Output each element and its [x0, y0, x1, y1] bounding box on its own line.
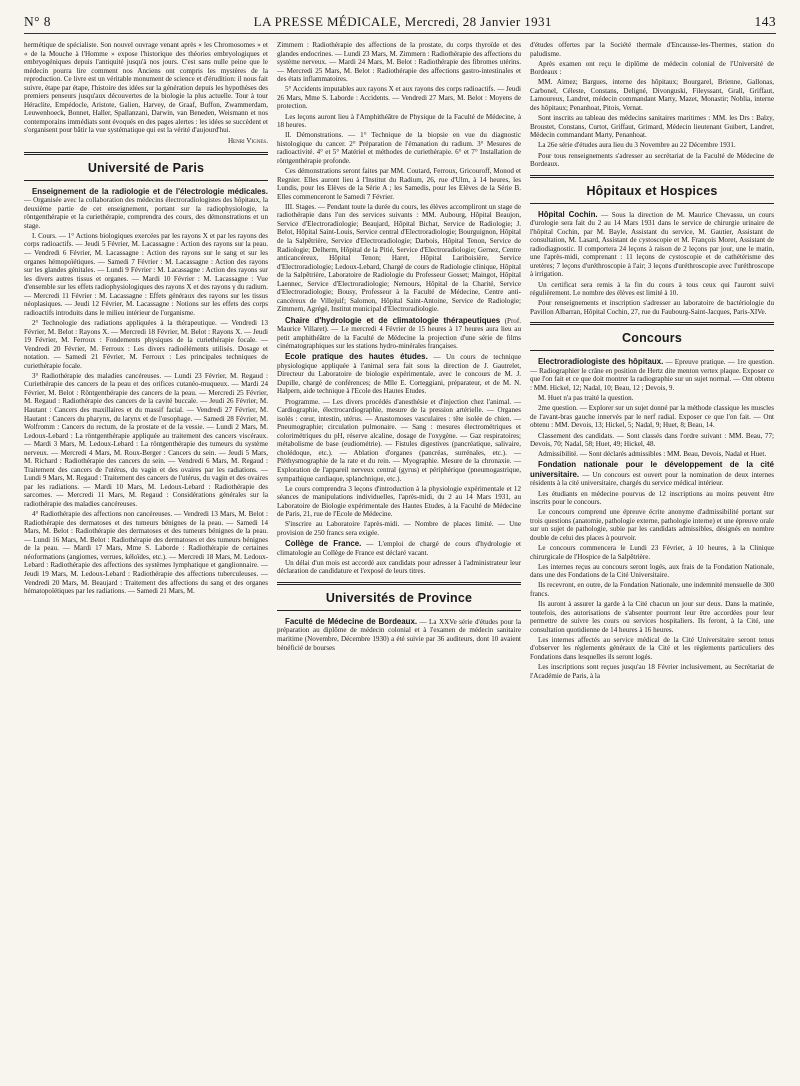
column-3 — [530, 41, 774, 1086]
page-number: N° 8 — [24, 14, 51, 29]
masthead — [24, 14, 776, 34]
college-text: — L'emploi de chargé de cours d'hydrologie et climatologie au Collège de France est déclaré vacant. — [277, 540, 521, 557]
paragraph: S'inscrire au Laboratoire l'après-midi. — Nombre de places limité. — Une provision de 250 francs sera exigée. — [277, 520, 521, 538]
paragraph: Les leçons auront lieu à l'Amphithéâtre de Physique de la Faculté de Médecine, à 18 heures. — [277, 112, 521, 130]
electroradio-item — [530, 357, 774, 392]
paragraph: Ils recevront, en outre, de la Fondation Nationale, une indemnité mensuelle de 300 francs. — [530, 581, 774, 598]
hydrologie-text: (Prof. Maurice Villaret). — Le mercredi 4 Février de 15 heures à 17 heures aura lieu au petit amphithéâtre de la Faculté de Médecine la projection d'une série de films cinématographiques sur les stations hydro-minérales françaises. — [277, 316, 521, 351]
paragraph: Ces démonstrations seront faites par MM. Coutard, Ferroux, Gricouroff, Monod et Regnier. Elles auront lieu à l'Institut du Radium, 26, rue d'Ulm, à 14 heures, les Lundis, pour les Elèves de la Série A ; les Samedis, pour les Elèves de la Série B. Elles commenceront le Samedi 7 Février. — [277, 167, 521, 201]
column-2 — [277, 41, 521, 1086]
paragraph: III. Stages. — Pendant toute la durée du cours, les élèves accompliront un stage de radiothérapie dans l'un des services suivants : MM. Aubourg, Hôpital Beaujon, Service d'Electroradiologie; Beaujard, Hôpital Bichat, Service de Radiologie; J. Belot, Hôpital Saint-Louis, Service central d'Electroradiologie; Bourguignon, Hôpital de la Salpêtrière, Service d'Electroradiologie; Darbois, Hôpital Tenon, Service de Radiologie; Delherm, Hôpital de la Pitié, Service d'Electroradiologie; Gernez, Centre anticancéreux, Hôpital Tenon; Haret, Hôpital Lariboisière, Service d'Electroradiologie; Ledoux-Lebard, Chargé de cours de Radiologie clinique, Hôpital de la Salpêtrière, Laboratoire de Radiologie du Professeur Gosset; Maingot, Hôpital Laennec, Service d'Electroradiologie; Nemours, Hôpital de la Charité, Service d'Electroradiologie; Bousy, Professeur à la Faculté de Médecine, Centre anti-cancéreux de Villejuif; Salomon, Hôpital Saint-Antoine, Service de Radiologie; Zimmern, Agrégé, Institut municipal d'Electroradiologie. — [277, 202, 521, 314]
section-title-universite-paris: Université de Paris — [24, 152, 268, 181]
subhead-bordeaux: Faculté de Médecine de Bordeaux. — [285, 616, 418, 626]
electroradio-text: — Epreuve pratique. — 1re question. — Radiographier le crâne en position de Hertz dite menton vertex plaque. Exposer ce que l'on fait et ce que doit montrer la radiographie sur un sujet normal. — Ont obtenu : MM. Hickel, 12; Nadal, 10; Beau, 12 ; Devois, 9. — [530, 358, 774, 393]
paragraph: Les internes reçus au concours seront logés, aux frais de la Fondation Nationale, dans une des Fondations de la Cité Universitaire. — [530, 562, 774, 580]
paragraph: Zimmern : Radiothérapie des affections de la prostate, du corps thyroïde et des glandes endocrines. — Lundi 23 Mars, M. Zimmern : Radiothérapie des affections du système nerveux. — Mardi 24 Mars, M. Belot : Radiothérapie des fibromes utérins. — Mercredi 25 Mars, M. Belot : Radiothérapie des affections gastro-intestinales et des états inflammatoires. — [277, 41, 521, 84]
paragraph: Pour renseignements et inscription s'adresser au laboratoire de bactériologie du Pavillon Albarran, Hôpital Cochin, 27, rue du Faubourg-Saint-Jacques, Paris-XIVe. — [530, 299, 774, 316]
paragraph: Ils auront à assurer la garde à la Cité chacun un jour sur deux. Dans la matinée, toutefois, des autorisations de s'absenter pourront leur être accordées pour leur permettre de suivre les cours ou services hospitaliers. Ils feront, à la Cité, une consultation quotidienne de 14 heures à 16 heures. — [530, 600, 774, 634]
paragraph: d'études offertes par la Société thermale d'Encausse-les-Thermes, station du paludisme. — [530, 41, 774, 58]
subhead-cochin: Hôpital Cochin. — [538, 209, 598, 219]
subhead-radiologie: Enseignement de la radiologie et de l'électrologie médicales. — [32, 186, 268, 196]
paragraph: Un délai d'un mois est accordé aux candidats pour adresser à l'administrateur leur déclaration de candidature et l'exposé de leurs titres. — [277, 558, 521, 576]
subhead-hydrologie: Chaire d'hydrologie et de climatologie thérapeutiques — [285, 315, 501, 325]
paragraph: II. Démonstrations. — 1° Technique de la biopsie en vue du diagnostic histologique du cancer. 2° Préparation de l'émanation du radium. 3° Mesures de radioactivité. 4° et 5° Matériel et méthodes de curiethérapie. 6° et 7° Installation de röntgenthérapie profonde. — [277, 131, 521, 165]
section-title-universites-province: Universités de Province — [277, 582, 521, 611]
paragraph: 3° Radiothérapie des maladies cancéreuses. — Lundi 23 Février, M. Regaud : Curiethérapie des cancers de la peau et des orifices cutanéo-muqueux. — Mardi 24 Février, M. Belot : Röntgenthérapie des cancers de la peau. — Mercredi 25 Février, M. Regaud : Radiothérapie des cancers de la cavité buccale. — Jeudi 26 Février, M. Hautant : Cancers des maxillaires et du massif facial. — Vendredi 27 Février, M. Hautant : Cancers du pharynx, du larynx et de l'œsophage. — Samedi 28 Février, M. Wolfromm : Cancers du rectum, de la prostate et de la vessie. — Lundi 2 Mars, M. Ledoux-Lebard : La röntgenthérapie appliquée au traitement des cancers viscéraux. — Mardi 3 Mars, M. Ledoux-Lebard : La röntgenthérapie des tumeurs du système nerveux. — Mercredi 4 Mars, M. Roux-Berger : Cancers du sein. — Jeudi 5 Mars, M. Richard : Radiothérapie des cancers du sein. — Vendredi 6 Mars, M. Regaud : Traitement des cancers de l'utérus, du vagin et des ovaires par les radiations. — Lundi 9 Mars, M. Regaud : Traitement des cancers de l'utérus, du vagin et des ovaires par les radiations. — Mardi 10 Mars, M. Ledoux-Lebard : Radiothérapie des sarcomes. — Mercredi 11 Mars, M. Regaud : Considérations générales sur la radiothérapie des maladies cancéreuses. — [24, 371, 268, 509]
paragraph: Classement des candidats. — Sont classés dans l'ordre suivant : MM. Beau, 77; Devois, 70; Nadal, 58; Huet, 49; Hickel, 48. — [530, 431, 774, 449]
paragraph: 4° Radiothérapie des affections non cancéreuses. — Vendredi 13 Mars, M. Belot : Radiothérapie des dermatoses et des tumeurs bénignes de la peau. — Samedi 14 Mars, M. Belot : Radiothérapie des dermatoses et des tumeurs bénignes de la peau. — Lundi 16 Mars, M. Belot : Radiothérapie des dermatoses et des tumeurs bénignes de la peau. — Mardi 17 Mars, Mme S. Laborde : Radiothérapie de certaines néoformations (angiomes, verrues, kéloïdes, etc.). — Mercredi 18 Mars, M. Ledoux-Lebard : Radiothérapie des affections des systèmes lymphatique et ganglionnaire. — Jeudi 19 Mars, M. Ledoux-Lebard : Radiothérapie des affections tuberculeuses. — Vendredi 20 Mars, M. Beaujard : Traitement des affections du sang et des organes hématopoïétiques par les radiations. — Samedi 21 Mars, M. — [24, 510, 268, 596]
college-item — [277, 539, 521, 557]
paragraph: 5° Accidents imputables aux rayons X et aux rayons des corps radioactifs. — Jeudi 26 Mars, Mme S. Laborde : Accidents. — Vendredi 27 Mars, M. Belot : Moyens de protection. — [277, 85, 521, 111]
fondation-text: — Un concours est ouvert pour la nomination de deux internes résidents à la cité universitaire, chargés du service médical intérieur. — [530, 470, 774, 488]
paragraph: Après examen ont reçu le diplôme de médecin colonial de l'Université de Bordeaux : — [530, 59, 774, 77]
hydrologie-item — [277, 316, 521, 351]
paragraph: 2me question. — Explorer sur un sujet donné par la méthode classique les muscles de l'avant-bras gauche innervés par le nerf radial. Exposer ce que l'on fait. — Ont obtenu : MM. Devois, 13; Hickel, 5; Nadal, 9; Huet, 8; Beau, 14. — [530, 404, 774, 430]
journal-title: LA PRESSE MÉDICALE, Mercredi, 28 Janvier 1931 — [253, 14, 552, 29]
paragraph: Le cours comprendra 3 leçons d'introduction à la physiologie expérimentale et 12 séances de manipulations individuelles, l'après-midi, du 2 au 14 Mars 1931, au Laboratoire de Biologie expérimentale des Hautes Etudes, à la Faculté de Médecine de Paris, 21, rue de l'Ecole de Médecine. — [277, 484, 521, 519]
ecole-item — [277, 352, 521, 396]
subhead-electroradiologiste: Electroradiologiste des hôpitaux. — [538, 357, 664, 367]
paragraph: Les internes affectés au service médical de la Cité Universitaire seront tenus d'observer les règlements généraux de la Cité et les règlements particuliers des Fondations dans lesquelles ils seront logés. — [530, 635, 774, 661]
paragraph: Le concours comprend une épreuve écrite anonyme d'admissibilité portant sur trois questions (anatomie, pathologie externe, pathologie interne) et une épreuve orale sur un sujet de pathologie, subie par les candidats admissibles, désignés en nombre double de celui des places à pourvoir. — [530, 508, 774, 542]
review-signature: Henri Vignes. — [227, 137, 268, 146]
paragraph: Le concours commencera le Lundi 23 Février, à 10 heures, à la Clinique chirurgicale de l'Hospice de la Salpêtrière. — [530, 544, 774, 561]
fondation-item — [530, 460, 774, 488]
paragraph: MM. Aimez; Bargues, interne des hôpitaux; Bourgarel, Brienne, Gallonas, Carbonel, Céleste, Constans, Deligné, Divonguski, Fileyssant, Grall, Griffaut, Lamoureux, Landret, médecin commandant Marty, Mazet, Monastir; Noblia, interne des hôpitaux; Penanhoat, Pitois, Vernat. — [530, 78, 774, 113]
ecole-text: — Un cours de technique physiologique appliquée à l'animal sera fait sous la direction de J. Gautrelet, Directeur du Laboratoire de biologie expérimentale, avec le concours de M. J. Dupille, chargé de conférences; de Mlle E. Corteggiani, préparateur, et de M. N. Halpern, aide technique à l'Ecole des Hautes Etudes. — [277, 353, 521, 396]
paragraph: M. Huet n'a pas traité la question. — [538, 394, 634, 403]
bordeaux-item — [277, 617, 521, 652]
subhead-college-de-france: Collège de France. — [285, 539, 362, 549]
columns — [24, 41, 776, 1086]
section-title-hopitaux: Hôpitaux et Hospices — [530, 175, 774, 204]
paragraph: Les inscriptions sont reçues jusqu'au 18 Février inclusivement, au Secrétariat de l'Académie de Paris, à la — [530, 663, 774, 680]
paragraph: 2° Technologie des radiations appliquées à la thérapeutique. — Vendredi 13 Février, M. Belot : Rayons X. — Mercredi 18 Février, M. Belot : Rayons X. — Jeudi 19 Février, M. Ferroux : Fondements physiques de la curiethérapie focale. — Vendredi 20 Février, M. Ferroux : Les divers radioéléments utilisés. Dosage et notation. — Samedi 21 Février, M. Ferroux : Les principales techniques de curiethérapie focale. — [24, 318, 268, 370]
subhead-fondation: Fondation nationale pour le développement de la cité universitaire. — [530, 460, 774, 479]
radiologie-intro-text: — Organisée avec la collaboration des médecins électroradiologistes des hôpitaux, la deuxième partie de cet enseignement, portant sur la radiophysiologie, la röntgenthérapie et la curiethérapie, comprendra des cours, des démonstrations et un stage. — [24, 196, 268, 230]
review-text: hermétique de spécialiste. Son nouvel ouvrage venant après « les Chromosomes » et « de la Mouche à l'Homme » expose l'historique des théories embryologiques et embryogéniques depuis l'antiquité jusqu'à nos jours. C'est sans nulle peine que le médecin pourra lire comment nos Anciens ont compris les mystères de la reproduction. Ce livre est un véritable monument de science et d'érudition: il nous fait suivre, étape par étape, l'histoire des idées sur la génération depuis les hypothèses des premiers penseurs jusqu'aux découvertes de la biologie la plus actuelle. Tour à tour Héraclite, Empédocle, Aristote, Galien, Harvey, de Graaf, Buffon, Zwammerdam, Leuwenhoeck, Bonnet, Haller, Spallanzani, Darwin, van Beneden, Weismann et nos contemporains immédiats sont évoqués en des pages alertes : les idées se succèdent et s'organisent pour bâtir la vue systématique qui est la vérité d'aujourd'hui. — [24, 41, 268, 135]
paragraph: Les étudiants en médecine pourvus de 12 inscriptions au moins peuvent être inscrits pour le concours. — [530, 489, 774, 507]
column-1 — [24, 41, 268, 1086]
paragraph: Sont inscrits au tableau des médecins sanitaires maritimes : MM. les Drs : Balzy, Broustet, Constans, Curtot, Griffaut, Grimard, Médecin lieutenant Guibert, Landret, Médecin commandant Marty, Penanhoat. — [530, 114, 774, 140]
paragraph: Pour tous renseignements s'adresser au secrétariat de la Faculté de Médecine de Bordeaux. — [530, 151, 774, 169]
section-title-concours: Concours — [530, 322, 774, 351]
paragraph: Admissibilité. — Sont déclarés admissibles : MM. Beau, Devois, Nadal et Huet. — [538, 450, 767, 459]
paragraph: Programme. — Les divers procédés d'anesthésie et d'injection chez l'animal. — Cardiographie, électrocardiographie, mesure de la pression artérielle. — Organes isolés : cœur, intestin, utérus. — Anastomoses vasculaires : tête isolée de chien. — Pneumographie; circulation pulmonaire. — Sang : mesures électrométriques et colorimétriques du pH, réserve alcaline, dosage de l'oxygène. — Gaz respiratoires; métabolisme de base (eudiométrie). — Fistules digestives (pancréatique, salivaire, cholédoque, etc.). — Ablation d'organes (pancréas, surrénales, etc.). — Pléthysmographie de la rate et du rein. — Myographie. Mesure de la chronaxie. — Exploration de l'appareil nerveux central (gyrus) et périphérique (pneumogastrique, sympathique cardiaque, splanchnique, etc.). — [277, 397, 521, 483]
paragraph: La 26e série d'études aura lieu du 3 Novembre au 22 Décembre 1931. — [538, 141, 736, 150]
radiologie-intro — [24, 187, 268, 231]
cochin-text: — Sous la direction de M. Maurice Chevassu, un cours d'urologie sera fait du 2 au 14 Mars 1931 dans le service de chirurgie urinaire de l'hôpital Cochin, par M. Bayle, Assistant du service, M. Gautier, Assistant de consultation, M. Lasard, Assistant de cystoscopie et M. François Moret, Assistant de radiodiagnostic. Il comportera 24 leçons à raison de 2 leçons par jour, une le matin, une l'après-midi, comprenant : 11 leçons de cystoscopie et de cathétérisme des uretères; 7 leçons d'uréthroscopie à l'air; 3 leçons d'uréthroscopie avec l'uréthroscope à irrigation. — [530, 210, 774, 279]
paragraph: I. Cours. — 1° Actions biologiques exercées par les rayons X et par les rayons des corps radioactifs. — Jeudi 5 Février, M. Lacassagne : Action des rayons sur la peau. — Vendredi 6 Février, M. Lacassagne : Action des rayons sur le sang et sur les organes hémopoïétiques. — Samedi 7 Février : M. Lacassagne : Action des rayons sur les glandes génitales. — Lundi 9 Février : M. Lacassagne : Action des rayons sur les divers autres tissus et organes. — Mardi 10 Février : M. Lacassagne : Vue d'ensemble sur les effets radiophysiologiques des rayons X et des rayons γ du radium. — Mercredi 11 Février : M. Lacassagne : Effets généraux des rayons sur les tissus néoplasiques. — Jeudi 12 Février, M. Lacassagne : Notions sur les effets des corps radioactifs introduits dans le milieu intérieur de l'organisme. — [24, 231, 268, 317]
cochin-item — [530, 210, 774, 279]
subhead-ecole-pratique: Ecole pratique des hautes études. — [285, 352, 428, 362]
folio: 143 — [754, 14, 776, 29]
bordeaux-text: — La XXVe série d'études pour la préparation au diplôme de médecin colonial et à l'examen de médecin sanitaire maritime (Novembre, Décembre 1930) a été suivie par 36 auditeurs, dont 10 avaient bénéficié de bourses — [277, 617, 521, 652]
paragraph: Un certificat sera remis à la fin du cours à tous ceux qui l'auront suivi régulièrement. Le nombre des élèves est limité à 10. — [530, 280, 774, 298]
